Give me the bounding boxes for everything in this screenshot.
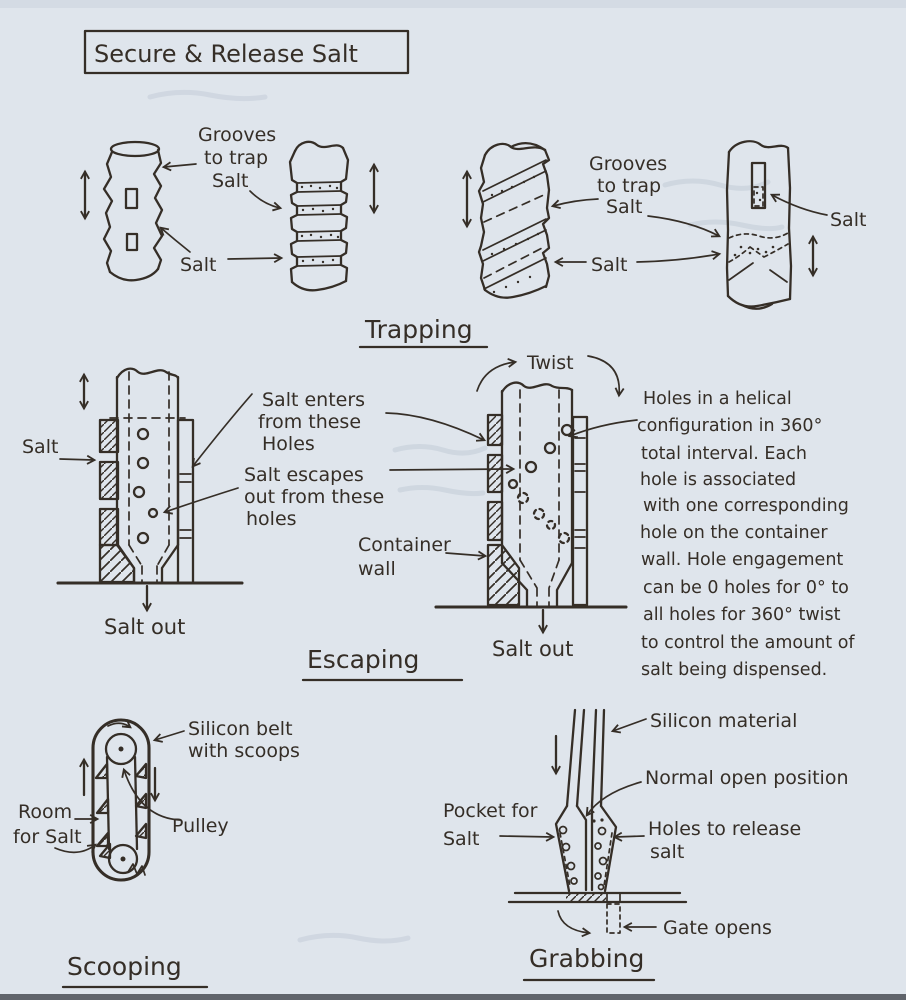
leader-arrow — [615, 836, 644, 837]
room-for-salt-label-line2: for Salt — [13, 826, 82, 848]
silicon-belt-label-line2: with scoops — [188, 740, 300, 762]
salt-left-label: Salt — [180, 254, 217, 276]
silicon-belt-label-line1: Silicon belt — [188, 718, 293, 740]
grooves-left-label-line3: Salt — [212, 170, 249, 192]
grooves-left-label-line1: Grooves — [198, 124, 277, 146]
container-wall-label-line1: Container — [358, 534, 451, 556]
leader-arrow — [500, 836, 553, 837]
salt-out-right-label: Salt out — [492, 637, 574, 661]
grooves-left-label-line2: to trap — [204, 147, 269, 169]
grooves-right-label-line1: Grooves — [589, 153, 668, 175]
note-line: hole on the container — [640, 523, 828, 543]
photo-edge-bottom — [0, 994, 906, 1000]
pocket-label-line2: Salt — [443, 828, 480, 850]
note-line: all holes for 360° twist — [643, 605, 841, 625]
holes-release-label-line1: Holes to release — [648, 818, 802, 840]
pulley-label: Pulley — [172, 815, 229, 837]
grabbing-heading: Grabbing — [529, 944, 645, 973]
note-line: with one corresponding — [643, 496, 849, 516]
note-line: can be 0 holes for 0° to — [643, 578, 849, 598]
trapping-heading: Trapping — [365, 315, 473, 344]
gate-opens-label: Gate opens — [663, 917, 772, 939]
salt-enters-label-line2: from these — [258, 411, 362, 433]
salt-in-label: Salt — [22, 436, 59, 458]
note-line: salt being dispensed. — [641, 660, 828, 680]
salt-mid-label: Salt — [591, 254, 628, 276]
salt-escapes-label-line3: holes — [246, 508, 297, 530]
grooves-right-label-line2: to trap — [597, 175, 662, 197]
grooves-right-label-line3: Salt — [606, 196, 643, 218]
salt-enters-label-line3: Holes — [262, 433, 315, 455]
room-for-salt-label-line1: Room — [18, 801, 73, 823]
note-line: total interval. Each — [641, 444, 807, 464]
salt-enters-label-line1: Salt enters — [262, 389, 366, 411]
escaping-heading: Escaping — [307, 645, 420, 674]
note-line: to control the amount of — [641, 633, 855, 653]
page-title: Secure & Release Salt — [94, 40, 358, 68]
silicon-material-label: Silicon material — [650, 710, 798, 732]
leader-arrow — [60, 459, 94, 460]
scooping-heading: Scooping — [67, 952, 182, 981]
note-line: Holes in a helical — [643, 389, 792, 409]
note-line: hole is associated — [640, 470, 797, 490]
note-line: configuration in 360° — [637, 416, 823, 436]
pocket-label-line1: Pocket for — [443, 800, 538, 822]
note-line: wall. Hole engagement — [641, 550, 844, 570]
container-wall-label-line2: wall — [358, 558, 396, 580]
leader-arrow — [228, 258, 281, 259]
salt-right-label: Salt — [830, 209, 867, 231]
salt-out-left-label: Salt out — [104, 615, 186, 639]
salt-escapes-label-line1: Salt escapes — [244, 464, 364, 486]
salt-escapes-label-line2: out from these — [244, 486, 385, 508]
normal-open-label: Normal open position — [645, 767, 849, 789]
holes-release-label-line2: salt — [650, 841, 685, 863]
paper-edge-top — [0, 0, 906, 8]
twist-label: Twist — [527, 352, 574, 374]
